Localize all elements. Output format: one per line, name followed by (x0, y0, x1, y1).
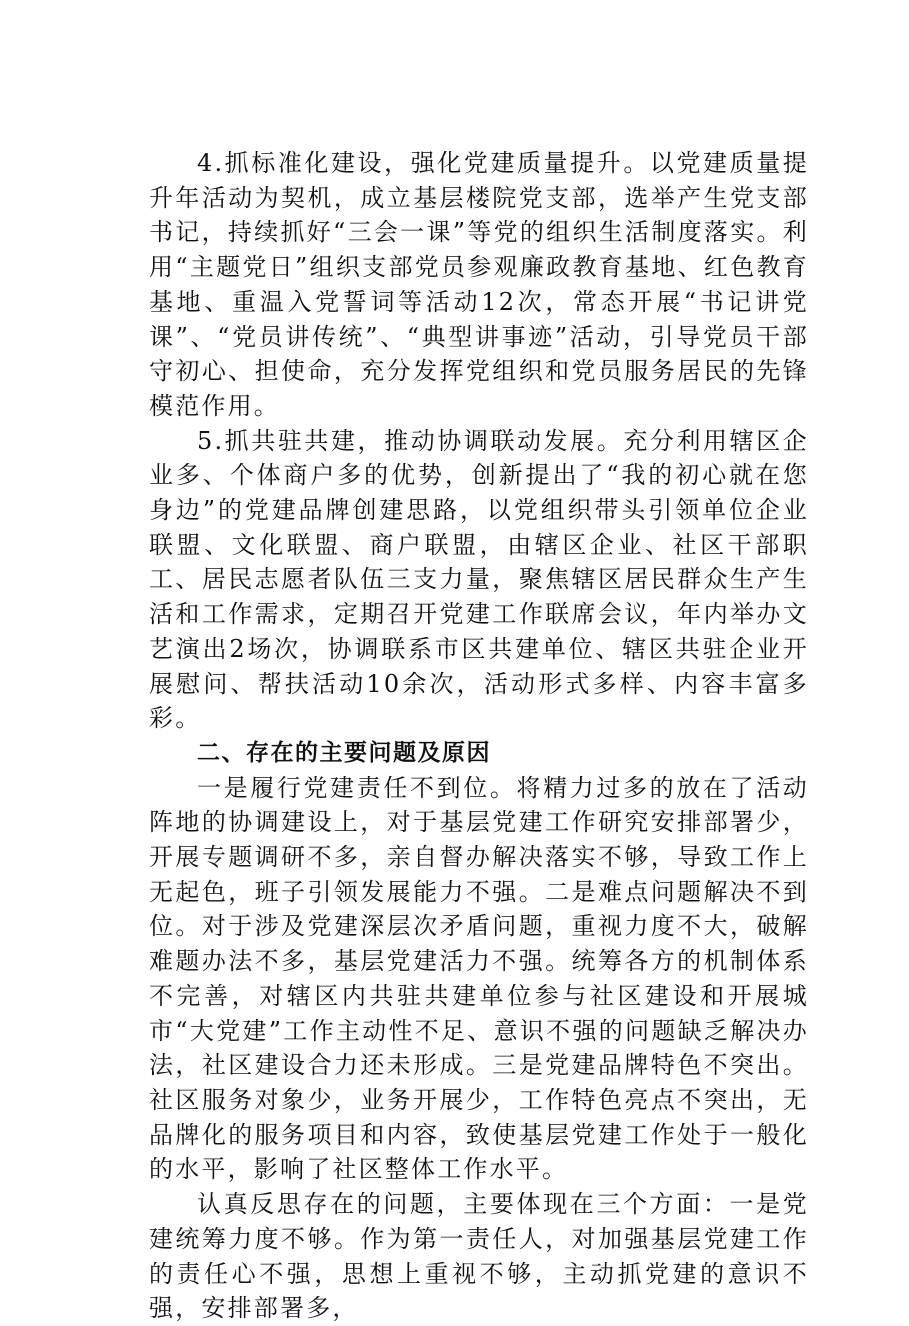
section-heading-problems: 二、存在的主要问题及原因 (197, 739, 491, 766)
paragraph-reflection: 认真反思存在的问题，主要体现在三个方面：一是党建统筹力度不够。作为第一责任人，对加强基层党建工作的责任心不强，思想上重视不够，主动抓党建的意识不强，安排部署多， (149, 1190, 809, 1323)
paragraph-standardization: 4.抓标准化建设，强化党建质量提升。以党建质量提升年活动为契机，成立基层楼院党支部，选举产生党支部书记，持续抓好“三会一课”等党的组织生活制度落实。利用“主题党日”组织支部党员参观廉政教育基地、红色教育基地、重温入党誓词等活动12次，常态开展“书记讲党课”、“党员讲传统”、“典型讲事迹”活动，引导党员干部守初心、担使命，充分发挥党组织和党员服务居民的先锋模范作用。 (149, 149, 809, 420)
paragraph-co-construction: 5.抓共驻共建，推动协调联动发展。充分利用辖区企业多、个体商户多的优势，创新提出了“我的初心就在您身边”的党建品牌创建思路，以党组织带头引领单位企业联盟、文化联盟、商户联盟，由辖区企业、社区干部职工、居民志愿者队伍三支力量，聚焦辖区居民群众生产生活和工作需求，定期召开党建工作联席会议，年内举办文艺演出2场次，协调联系市区共建单位、辖区共驻企业开展慰问、帮扶活动10余次，活动形式多样、内容丰富多彩。 (149, 426, 809, 733)
paragraph-problems: 一是履行党建责任不到位。将精力过多的放在了活动阵地的协调建设上，对于基层党建工作研究安排部署少，开展专题调研不多，亲自督办解决落实不够，导致工作上无起色，班子引领发展能力不强。二是难点问题解决不到位。对于涉及党建深层次矛盾问题，重视力度不大，破解难题办法不多，基层党建活力不强。统筹各方的机制体系不完善，对辖区内共驻共建单位参与社区建设和开展城市“大党建”工作主动性不足、意识不强的问题缺乏解决办法，社区建设合力还未形成。三是党建品牌特色不突出。社区服务对象少，业务开展少，工作特色亮点不突出，无品牌化的服务项目和内容，致使基层党建工作处于一般化的水平，影响了社区整体工作水平。 (149, 773, 809, 1184)
document-body (149, 146, 809, 1326)
